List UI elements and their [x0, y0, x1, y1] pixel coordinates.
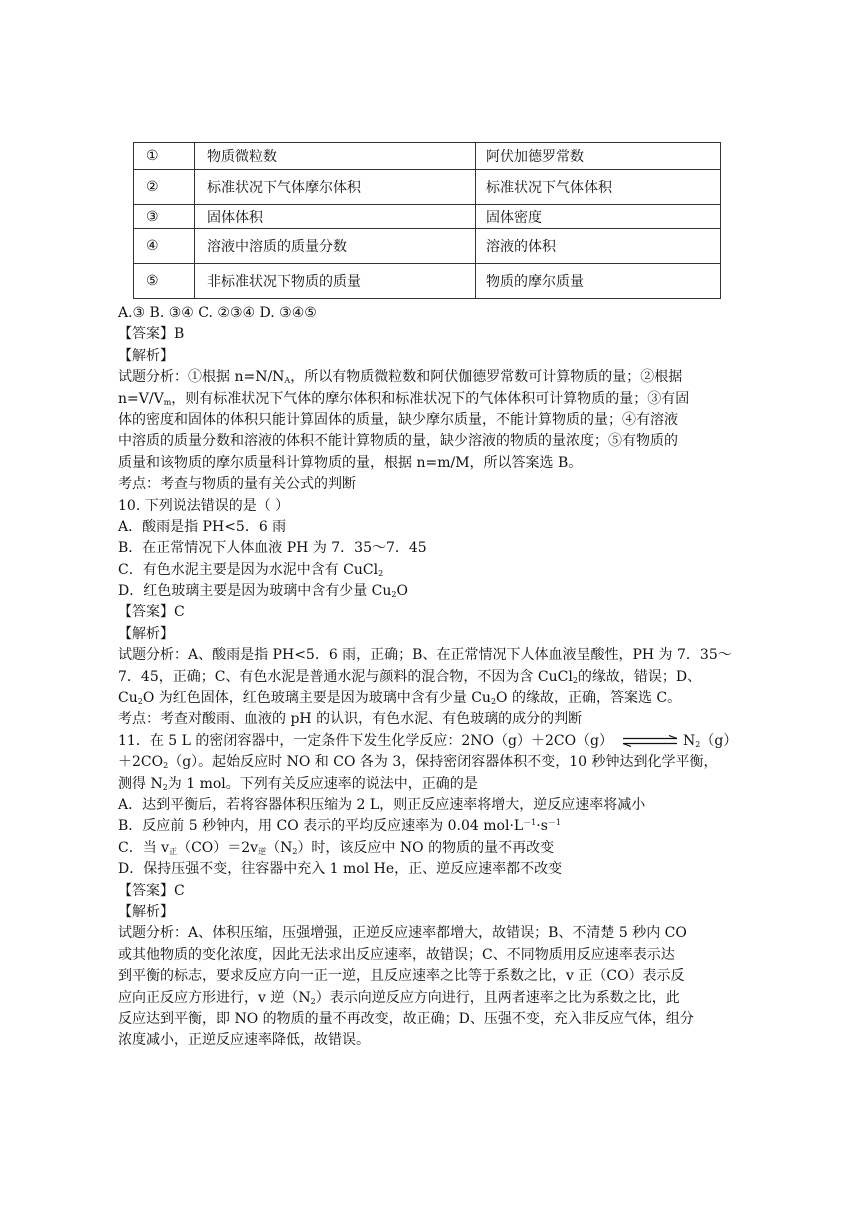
q11-analysis-line: 试题分析：A、体积压缩，压强增强，正逆反应速率都增大，故错误；B、不清楚 5 秒内 CO — [118, 925, 687, 942]
q11-analysis-line: 到平衡的标志，要求反应方向一正一逆，且反应速率之比等于系数之比，v 正（CO）表示反 — [118, 968, 685, 985]
q11-answer: 【答案】C — [118, 882, 185, 899]
q9-analysis-line: 中溶质的质量分数和溶液的体积不能计算物质的量，缺少溶液的物质的量浓度；⑤有物质的 — [118, 433, 678, 450]
text-run: （N — [266, 839, 293, 856]
text-run: （g）。起始反应时 NO 和 CO 各为 3，保持密闭容器体积不变，10 秒钟达到化学平衡， — [168, 754, 718, 771]
q11-analysis-label: 【解析】 — [118, 903, 174, 920]
subscript: 2 — [572, 675, 578, 685]
text-run: ＋2CO — [118, 754, 164, 771]
q9-answer: 【答案】B — [118, 326, 185, 343]
subscript: 2 — [162, 782, 168, 792]
text-run: Cu — [118, 690, 138, 707]
text-run: C．有色水泥主要是因为水泥中含有 CuCl — [118, 561, 379, 578]
table-row — [134, 264, 721, 299]
q9-analysis-line: 质量和该物质的摩尔质量科计算物质的量，根据 n=m/M，所以答案选 B。 — [118, 454, 583, 471]
text-run: O 为红色固体，红色玻璃主要是因为玻璃中含有少量 Cu — [142, 690, 491, 707]
q9-options: A.③ B. ③④ C. ②③④ D. ③④⑤ — [118, 305, 317, 321]
table-row — [134, 143, 721, 170]
text-run: N — [683, 732, 696, 749]
subscript: 2 — [695, 739, 701, 749]
text-run: D．红色玻璃主要是因为玻璃中含有少量 Cu — [118, 583, 392, 600]
q10-analysis-line: 试题分析：A、酸雨是指 PH<5．6 雨，正确；B、在正常情况下人体血液呈酸性，PH 为 7．35～ — [118, 647, 732, 664]
text-run: 试题分析：①根据 n=N/N — [118, 369, 285, 386]
q11-stem-line — [118, 731, 738, 752]
q9-analysis-line — [118, 389, 730, 410]
equilibrium-arrow-icon — [621, 735, 679, 747]
text-run: O 的缘故，正确，答案选 C。 — [496, 690, 682, 707]
table-cell-quantity-a: 固体体积 — [195, 205, 476, 229]
text-run: 7．45，正确；C、有色水泥是普通水泥与颜料的混合物，不因为含 CuCl — [118, 668, 573, 685]
subscript: 逆 — [258, 846, 267, 856]
text-run: C．当 v — [118, 839, 170, 856]
subscript: 正 — [169, 846, 178, 856]
text-run: 测得 N — [118, 775, 163, 792]
text-run: B．反应前 5 秒钟内，用 CO 表示的平均反应速率为 0.04 mol·L — [118, 818, 524, 835]
text-run: O — [396, 583, 408, 600]
q11-analysis-line: 或其他物质的变化浓度，因此无法求出反应速率，故错误；C、不同物质用反应速率表示达 — [118, 946, 675, 963]
q10-analysis-label: 【解析】 — [118, 625, 174, 642]
subscript: 2 — [137, 697, 143, 707]
text-run: ·s — [536, 818, 548, 835]
q11-analysis-line — [118, 988, 730, 1009]
q11-option-c — [118, 838, 730, 859]
text-run: （g） — [700, 732, 738, 749]
text-run: 11．在 5 L 的密闭容器中，一定条件下发生化学反应：2NO（g）＋2CO（g） — [118, 732, 614, 749]
q11-stem-line — [118, 774, 730, 795]
q10-option-d — [118, 581, 730, 602]
table-row — [134, 170, 721, 205]
subscript: m — [163, 397, 172, 407]
superscript: －1 — [547, 818, 562, 828]
table-cell-quantity-a: 溶液中溶质的质量分数 — [195, 229, 476, 264]
table-cell-quantity-b: 溶液的体积 — [476, 229, 721, 264]
text-run: ，则有标准状况下气体的摩尔体积和标准状况下的气体体积可计算物质的量；③有固 — [171, 390, 690, 407]
q10-key-point: 考点：考查对酸雨、血液的 pH 的认识，有色水泥、有色玻璃的成分的判断 — [118, 711, 583, 728]
text-run: n=V/V — [118, 390, 164, 407]
table-row — [134, 205, 721, 229]
text-run: 应向正反应方形进行，v 逆（N — [118, 989, 311, 1006]
text-run: ，所以有物质微粒数和阿伏伽德罗常数可计算物质的量；②根据 — [290, 369, 683, 386]
text-run: （CO）＝2v — [177, 839, 259, 856]
q10-option-c — [118, 560, 730, 581]
q11-analysis-line: 反应达到平衡，即 NO 的物质的量不再改变，故正确；D、压强不变，充入非反应气体，组分 — [118, 1010, 694, 1027]
text-run: ）表示向逆反应方向进行，且两者速率之比为系数之比，此 — [315, 989, 680, 1006]
q10-option-b: B．在正常情况下人体血液 PH 为 7．35～7．45 — [118, 540, 427, 557]
text-run: 的缘故，错误；D、 — [577, 668, 702, 685]
subscript: 2 — [292, 846, 298, 856]
text-run: ）时，该反应中 NO 的物质的量不再改变 — [297, 839, 555, 856]
table-cell-number: ② — [134, 170, 195, 205]
q10-analysis-line — [118, 688, 730, 709]
q9-key-point: 考点：考查与物质的量有关公式的判断 — [118, 476, 356, 493]
q11-analysis-line: 浓度减小，正逆反应速率降低，故错误。 — [118, 1032, 370, 1049]
table-cell-quantity-b: 阿伏加德罗常数 — [476, 143, 721, 170]
table-cell-quantity-a: 物质微粒数 — [195, 143, 476, 170]
table-cell-quantity-b: 固体密度 — [476, 205, 721, 229]
q11-option-a: A．达到平衡后，若将容器体积压缩为 2 L，则正反应速率将增大，逆反应速率将减小 — [118, 796, 646, 813]
q10-analysis-line — [118, 667, 730, 688]
table-cell-number: ④ — [134, 229, 195, 264]
q10-stem: 10. 下列说法错误的是（ ） — [118, 497, 290, 514]
subscript: 2 — [391, 590, 397, 600]
q9-analysis-line: 体的密度和固体的体积只能计算固体的质量，缺少摩尔质量，不能计算物质的量；④有溶液 — [118, 411, 678, 428]
table-row — [134, 229, 721, 264]
q11-option-b — [118, 816, 730, 837]
quantity-table — [133, 142, 721, 299]
table-cell-number: ⑤ — [134, 264, 195, 299]
subscript: 2 — [310, 996, 316, 1006]
table-cell-number: ③ — [134, 205, 195, 229]
q9-analysis-label: 【解析】 — [118, 347, 174, 364]
q11-option-d: D．保持压强不变，往容器中充入 1 mol He，正、逆反应速率都不改变 — [118, 861, 563, 878]
q10-answer: 【答案】C — [118, 604, 185, 621]
table-cell-quantity-a: 非标准状况下物质的质量 — [195, 264, 476, 299]
q11-stem-line — [118, 752, 730, 773]
table-cell-quantity-b: 标准状况下气体体积 — [476, 170, 721, 205]
table-cell-quantity-b: 物质的摩尔质量 — [476, 264, 721, 299]
subscript: 2 — [163, 761, 169, 771]
subscript: 2 — [378, 568, 384, 578]
table-cell-quantity-a: 标准状况下气体摩尔体积 — [195, 170, 476, 205]
subscript: 2 — [490, 697, 497, 707]
subscript: A — [284, 376, 291, 386]
table-cell-number: ① — [134, 143, 195, 170]
text-run: 为 1 mol。下列有关反应速率的说法中，正确的是 — [167, 775, 478, 792]
q9-analysis-line — [118, 367, 730, 388]
q10-option-a: A．酸雨是指 PH<5．6 雨 — [118, 518, 287, 535]
superscript: －1 — [523, 818, 537, 828]
document-body — [118, 303, 738, 1052]
